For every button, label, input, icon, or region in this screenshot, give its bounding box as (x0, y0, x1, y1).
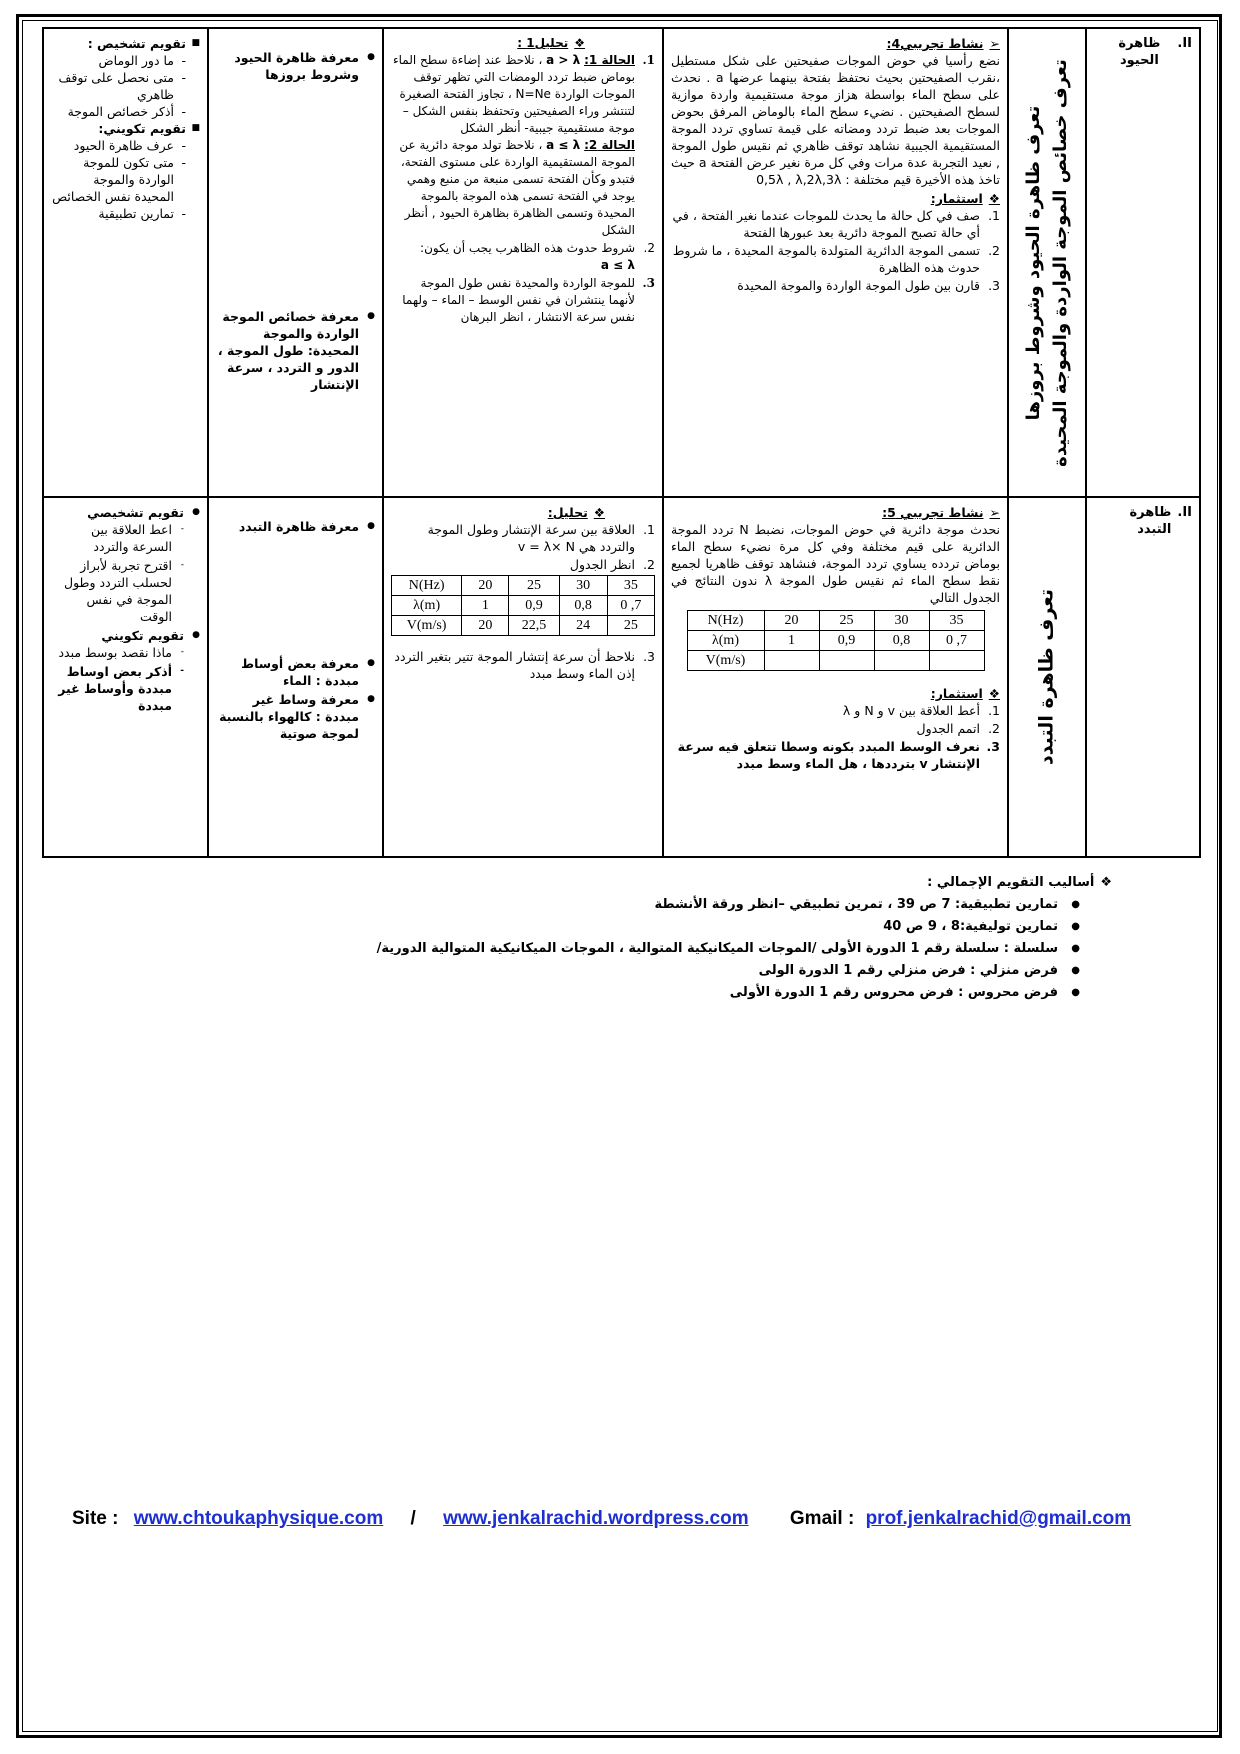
eval-item: - متى تكون للموجة الواردة والموجة المحيدة نفس الخصائص (51, 154, 186, 205)
exploit-item: 1. صف في كل حالة ما يحدث للموجات عندما نغير الفتحة ، في أي حالة تصبح الموجة دائرية بعد عبورها الفتحة (672, 208, 1000, 240)
table-cell (929, 651, 984, 671)
table-cell (819, 651, 874, 671)
table-header: N(Hz) (392, 576, 462, 596)
summary-item: ● فرض محروس : فرض محروس رقم 1 الدورة الأولى (220, 982, 1080, 1004)
table-cell: 1 (764, 631, 819, 651)
table-cell: 20 (764, 611, 819, 631)
exploit-title: ❖ استثمار: (671, 685, 1000, 702)
table-header: V(m/s) (392, 616, 462, 636)
exploit-item: 2. تسمى الموجة الدائرية المتولدة بالموجة المحيدة ، ما شروط حدوث هذه الظاهرة (672, 243, 1000, 275)
analysis-compare: 3. للموجة الواردة والمحيدة نفس طول الموجة لأنهما ينتشران في نفس الوسط – الماء – ولهما نفس سرعة الانتشار ، انظر البرهان (402, 276, 655, 324)
analysis-conclusion: 3. نلاحظ أن سرعة إنتشار الموجة تتير بتغير التردد إذن الماء وسط مبدد (394, 649, 655, 681)
table-cell: 30 (559, 576, 607, 596)
analysis-title: ❖ تحليل: (391, 504, 655, 521)
section-cell (1086, 28, 1200, 497)
objective-line-1: تعرف ظاهرة الحيود وشروط بروزها (1023, 105, 1044, 420)
summary-item: ● تمارين تطبيقية: 7 ص 39 ، تمرين تطبيقي –انظر ورقة الأنشطة (220, 894, 1080, 916)
table-cell: 20 (462, 576, 509, 596)
skills-cell (208, 497, 383, 857)
table-header: λ(m) (687, 631, 764, 651)
evaluation-cell (43, 497, 208, 857)
summary-evaluation (220, 872, 1120, 1004)
eval-item: - اقترح تجربة لأبراز لحسلب التردد وطول الموجة في نفس الوقت (51, 557, 184, 625)
table-cell: 30 (874, 611, 929, 631)
table-cell: 0,8 (559, 596, 607, 616)
skill-item: ● معرفة بعض أوساط مبددة : الماء (216, 655, 375, 689)
summary-item: ● فرض منزلي : فرض منزلي رقم 1 الدورة الولى (220, 960, 1080, 982)
eval-item: - عرف ظاهرة الحيود (51, 137, 186, 154)
section-number: II. (1177, 36, 1192, 51)
table-cell: 0,8 (874, 631, 929, 651)
analysis-cell (383, 28, 663, 497)
exploit-item: 3. قارن بين طول الموجة الواردة والموجة المحيدة (737, 278, 1000, 293)
activity-title: ➢ نشاط تجريبي4: (671, 35, 1000, 52)
skill-item: ● معرفة وساط غير مبددة : كالهواء بالنسبة لموجة صوتية (216, 691, 375, 742)
eval-form: ■ تقويم تكويني: - عرف ظاهرة الحيود - متى تكون للموجة الواردة والموجة المحيدة نفس الخصائص - تمارين تطبيقية (51, 120, 200, 222)
objective-line: تعرف ظاهرة التبدد (1035, 588, 1058, 766)
analysis-item: 2. انظر الجدول (569, 557, 655, 572)
lesson-plan-table (42, 27, 1201, 858)
table-cell: 22,5 (509, 616, 559, 636)
analysis-case-1: 1. الحالة 1: a > λ ، نلاحظ عند إضاءة سطح الماء بوماض ضبط تردد الومضات التي تظهر توقف الموجات الواردة N=Ne ، تجاوز الفتحة الصغيرة لتنتشر وراء الصفيحتين وتحتفظ بنفس الشكل –موجة مستقيمية جيبية- أنظر الشكل الحالة 2: a ≤ λ ، نلاحظ تولد موجة دائرية عن الموجة المستقيمية الواردة على مستوى الفتحة، فتبدو وكأن الفتحة تسمى منبعة من منبع وهمي يوجد في الفتحة تسمى هذه الموجة بالموجة المحيدة وتسمى الظاهرة بظاهرة الحيود , أنظر الشكل (393, 53, 655, 237)
eval-item: - ماذا نقصد بوسط مبدد (51, 644, 184, 661)
section-cell (1086, 497, 1200, 857)
analysis-title: ❖ تحليل1 : (391, 35, 655, 52)
table-cell (874, 651, 929, 671)
footer-links (72, 1508, 1172, 1530)
eval-diag: ■ تقويم تشخيص : - ما دور الوماض - متى نحصل على توقف ظاهري - أذكر خصائص الموجة (51, 35, 200, 120)
site-link-2[interactable]: www.jenkalrachid.wordpress.com (443, 1508, 749, 1529)
skill-item: ● معرفة ظاهرة الحيود وشروط بروزها (216, 49, 375, 83)
table-cell: 25 (819, 611, 874, 631)
analysis-condition: 2. شروط حدوث هذه الظاهرب يجب أن يكون: a ≤ λ (420, 241, 655, 272)
table-cell: 20 (462, 616, 509, 636)
skills-cell (208, 28, 383, 497)
activity-cell (663, 497, 1008, 857)
activity-cell (663, 28, 1008, 497)
eval-item: - متى نحصل على توقف ظاهري (51, 69, 186, 103)
objective-cell (1008, 497, 1086, 857)
eval-item: - ما دور الوماض (51, 52, 186, 69)
row-dispersion (43, 497, 1200, 857)
table-cell: 0 ,7 (607, 596, 654, 616)
objective-cell (1008, 28, 1086, 497)
site-link-1[interactable]: www.chtoukaphysique.com (133, 1508, 384, 1529)
analysis-cell (383, 497, 663, 857)
eval-form: ● تقويم تكويني - ماذا نقصد بوسط مبدد - أذكر بعض اوساط مبددة وأوساط غير مبددة (51, 627, 200, 714)
exploit-title: ❖ استثمار: (671, 190, 1000, 207)
table-header: λ(m) (392, 596, 462, 616)
gmail-link[interactable]: prof.jenkalrachid@gmail.com (865, 1508, 1132, 1529)
table-cell: 0 ,7 (929, 631, 984, 651)
eval-item: - تمارين تطبيقية (51, 205, 186, 222)
table-header: V(m/s) (687, 651, 764, 671)
activity-text: نضع رأسيا في حوض الموجات صفيحتين على شكل مستطيل ،نقرب الصفيحتين بحيث نحتفظ بفتحة بينهما عرضها a . نحدث على سطح الماء بواسطة هزاز موجة مستقيمية واردة موازية لسطح الصفيحتين . نضيء سطح الماء بالوماض المرفق بحوض الموجات بعد ضبط تردد ومضاته على قيمة تساوي تردد الموجة المستقيمية الجيبية نشاهد توقف ظاهري ثم نقيس طول الموجة , نعيد التجربة عدة مرات وفي كل مرة نغير عرض الفتحة a حيث تاخذ هذه الأخيرة قيم مختلفة : 0,5λ , λ,2λ,3λ (671, 53, 1000, 187)
activity-title: ➢ نشاط تجريبي 5: (671, 504, 1000, 521)
skill-item: ● معرفة خصائص الموجة الواردة والموجة المحيدة: طول الموجة ، الدور و التردد ، سرعة الإنتشار (216, 308, 375, 393)
exploit-item: 3. نعرف الوسط المبدد بكونه وسطا تتعلق فيه سرعة الإنتشار v بترددها ، هل الماء وسط مبدد (677, 739, 1000, 771)
table-header: N(Hz) (687, 611, 764, 631)
measurement-table (687, 610, 985, 671)
section-title: ظاهرة الحيود (1118, 36, 1161, 68)
skill-item: ● معرفة ظاهرة التبدد (216, 518, 375, 535)
activity-text: نحدث موجة دائرية في حوض الموجات، نضبط N تردد الموجة الدائرية على قيم مختلفة وفي كل مرة نضيء سطح الماء بوماض تردده يساوي تردد الموجة، فنشاهد توقف ظاهريا لجميع نقط سطح الماء ثم نقيس طول الموجة λ ندون النتائج في الجدول التالي (671, 522, 1000, 605)
objective-line-2: تعرف خصائص الموجة الواردة والموجة المحيدة (1050, 58, 1071, 467)
eval-item: - أذكر خصائص الموجة (51, 103, 186, 120)
eval-diag: ● تقويم تشخيصي - اعط العلاقة بين السرعة والتردد - اقترح تجربة لأبراز لحسلب التردد وطول الموجة في نفس الوقت (51, 504, 200, 625)
table-cell: 24 (559, 616, 607, 636)
table-cell: 0,9 (819, 631, 874, 651)
table-cell: 25 (509, 576, 559, 596)
section-number: II. (1177, 505, 1192, 520)
site-label: Site : (72, 1508, 119, 1529)
summary-item: ● سلسلة : سلسلة رقم 1 الدورة الأولى /الموجات الميكانيكية المتوالية ، الموجات الميكانيكية المتوالية الدورية/ (220, 938, 1080, 960)
gmail-label: Gmail : (789, 1508, 855, 1529)
table-cell: 35 (929, 611, 984, 631)
results-table (391, 575, 655, 636)
table-cell (764, 651, 819, 671)
section-title: ظاهرة التبدد (1129, 505, 1172, 537)
eval-item: - أذكر بعض اوساط مبددة وأوساط غير مبددة (51, 663, 184, 714)
table-cell: 35 (607, 576, 654, 596)
analysis-item: 1. العلاقة بين سرعة الإنتشار وطول الموجة والتردد هي v = λ× N (427, 522, 655, 554)
row-diffraction (43, 28, 1200, 497)
separator: / (410, 1508, 416, 1529)
eval-item: - اعط العلاقة بين السرعة والتردد (51, 521, 184, 555)
table-cell: 25 (607, 616, 654, 636)
table-cell: 0,9 (509, 596, 559, 616)
exploit-item: 1. أعط العلاقة بين v و N و λ (842, 703, 1000, 718)
table-cell: 1 (462, 596, 509, 616)
summary-item: ● تمارين توليفية:8 ، 9 ص 40 (220, 916, 1080, 938)
evaluation-cell (43, 28, 208, 497)
summary-title: ❖ أساليب التقويم الإجمالي : (220, 872, 1120, 894)
exploit-item: 2. اتمم الجدول (916, 721, 1000, 736)
